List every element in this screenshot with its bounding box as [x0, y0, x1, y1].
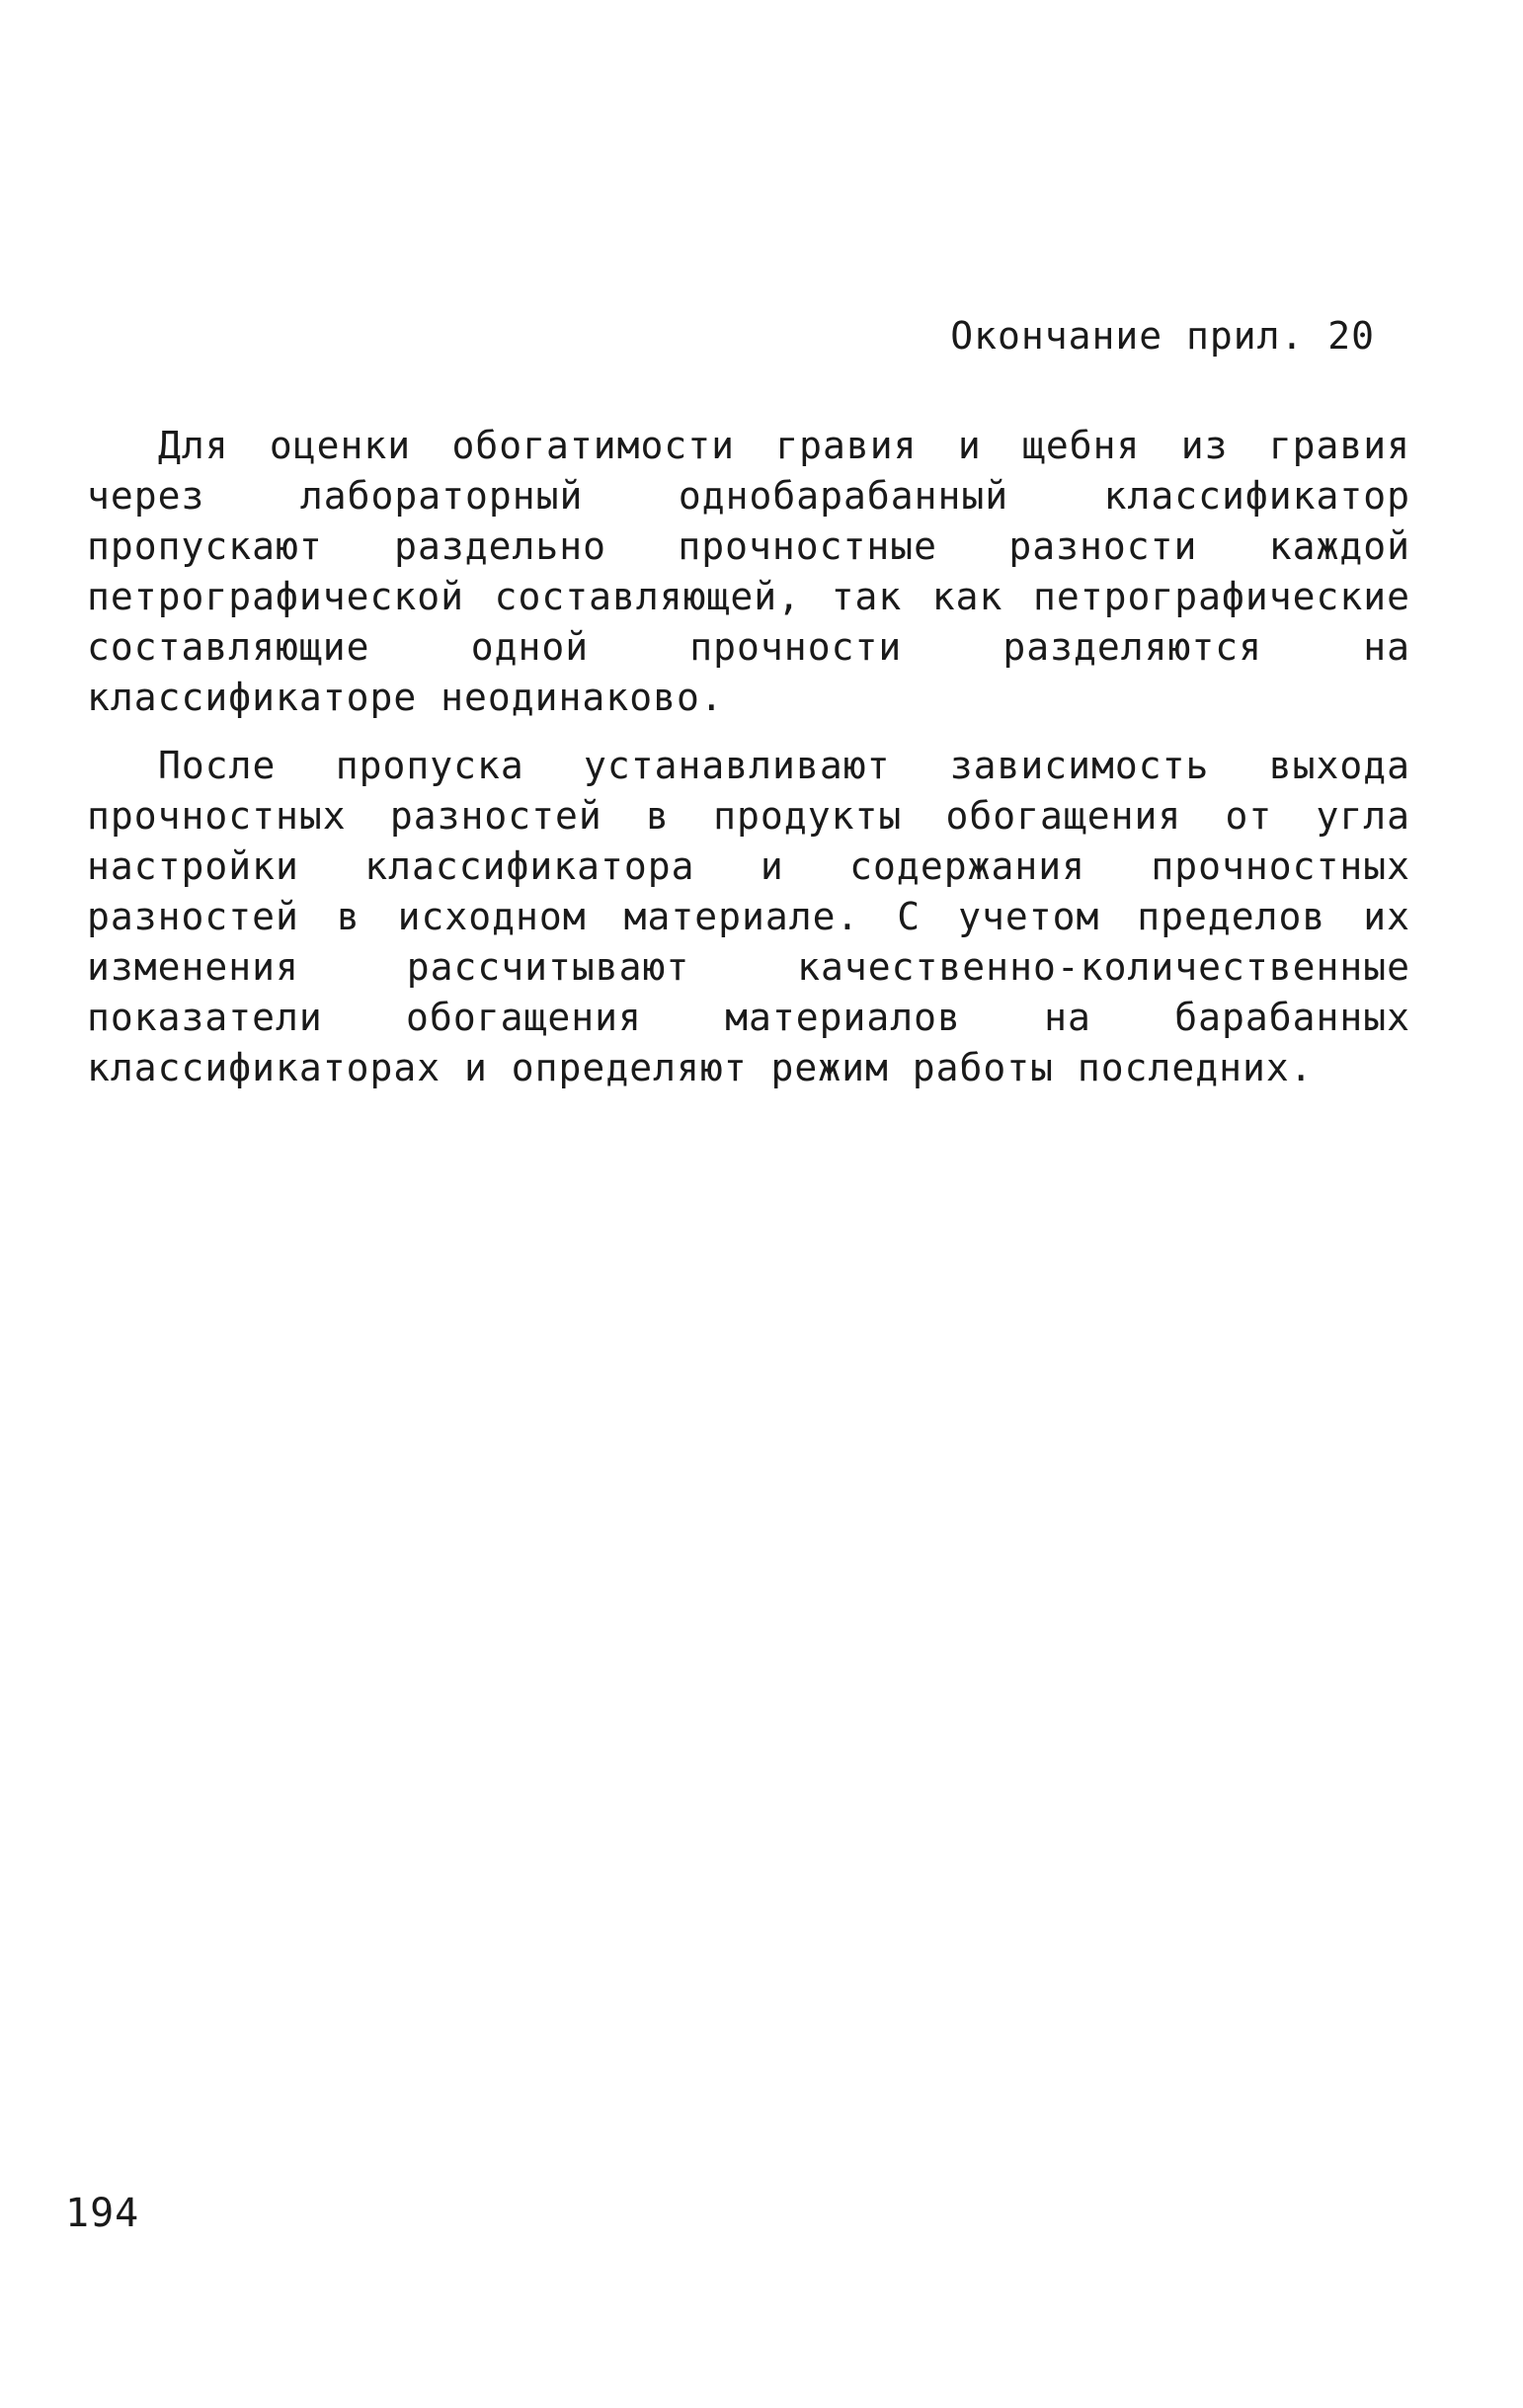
paragraph-2: После пропуска устанавливают зависимость выхода прочностных разностей в продукты обогащения от угла настройки классификатора и содержания прочностных разностей в исходном материале. С учетом пределов их изменения рассчитывают качественно-количественные показатели обогащения материалов на барабанных классификаторах и определяют режим работы последних. [87, 744, 1410, 1089]
appendix-continuation-header: Окончание прил. 20 [950, 314, 1375, 358]
body-text [87, 421, 1410, 1111]
page-number: 194 [65, 2191, 140, 2236]
paragraph-1: Для оценки обогатимости гравия и щебня из гравия через лабораторный однобарабанный классификатор пропускают раздельно прочностные разности каждой петрографической составляющей, так как петрографические составляющие одной прочности разделяются на классификаторе неодинаково. [87, 424, 1410, 719]
